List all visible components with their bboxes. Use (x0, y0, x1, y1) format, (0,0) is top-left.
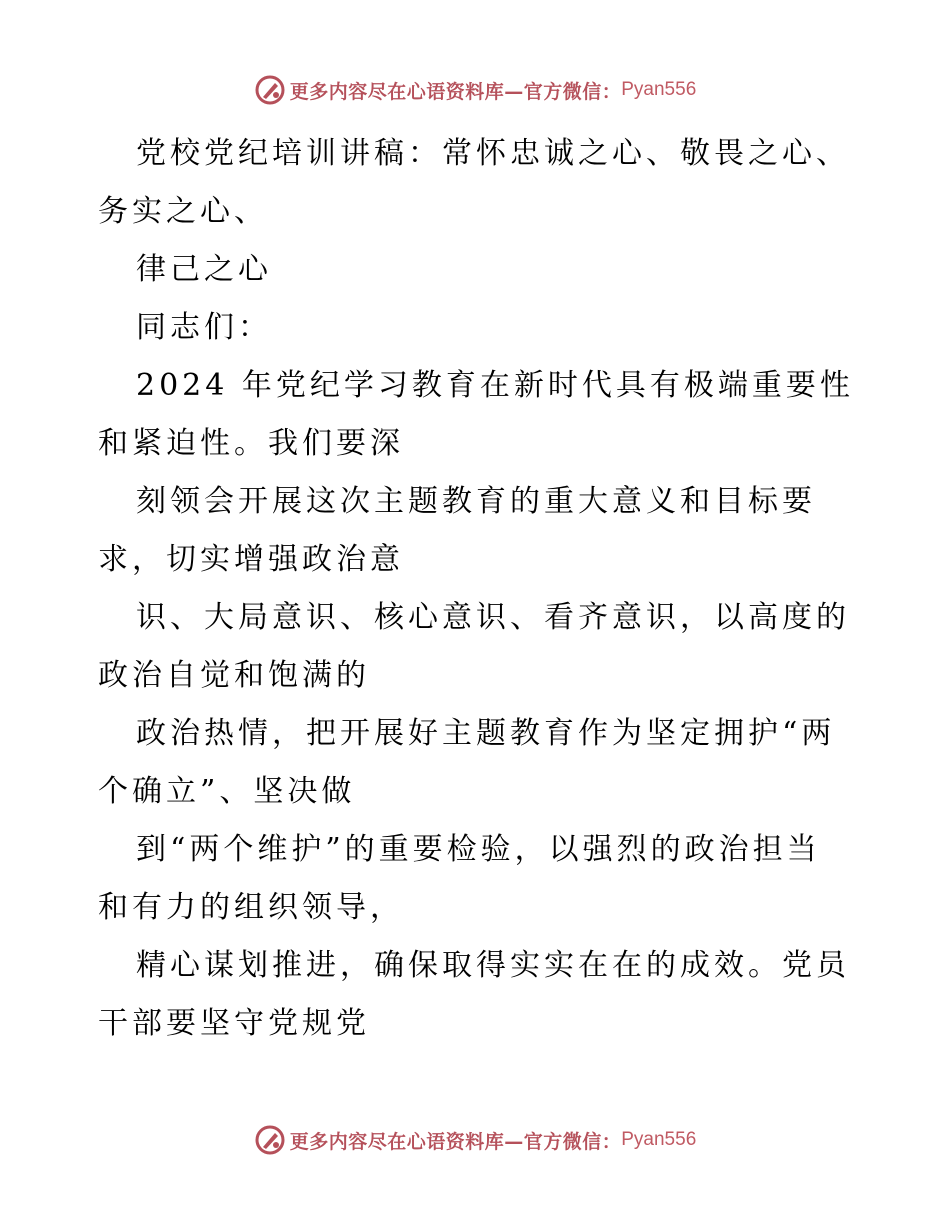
text-line: 2024 年党纪学习教育在新时代具有极端重要性 (136, 368, 854, 403)
text-line: 和有力的组织领导， (98, 890, 404, 925)
text-line: 党校党纪培训讲稿：常怀忠诚之心、敬畏之心、 (136, 136, 850, 171)
text-line: 到“两个维护”的重要检验，以强烈的政治担当 (136, 832, 821, 867)
banner-brand-text: 更多内容尽在心语资料库—官方微信： (289, 1130, 622, 1153)
text-line: 政治热情，把开展好主题教育作为坚定拥护“两 (136, 716, 836, 751)
text-line: 干部要坚守党规党 (98, 1006, 370, 1041)
text-line: 精心谋划推进，确保取得实实在在的成效。党员 (136, 948, 850, 983)
footer-banner (0, 1120, 950, 1160)
banner-wechat-id: Pyan556 (621, 79, 697, 100)
brand-logo-icon (254, 1124, 286, 1156)
document-text (98, 125, 858, 1053)
text-line: 刻领会开展这次主题教育的重大意义和目标要 (136, 484, 816, 519)
text-line: 政治自觉和饱满的 (98, 658, 370, 693)
brand-logo-icon (254, 74, 286, 106)
text-line: 识、大局意识、核心意识、看齐意识，以高度的 (136, 600, 850, 635)
text-line: 求，切实增强政治意 (98, 542, 404, 577)
text-line: 务实之心、 (98, 194, 268, 229)
header-banner (0, 70, 950, 110)
document-body (98, 125, 858, 1053)
text-line: 律己之心 (136, 252, 272, 287)
banner-wechat-id: Pyan556 (621, 1129, 697, 1150)
text-line: 个确立”、坚决做 (98, 774, 356, 809)
text-line: 同志们： (136, 310, 272, 345)
banner-brand-text: 更多内容尽在心语资料库—官方微信： (289, 80, 622, 103)
text-line: 和紧迫性。我们要深 (98, 426, 404, 461)
